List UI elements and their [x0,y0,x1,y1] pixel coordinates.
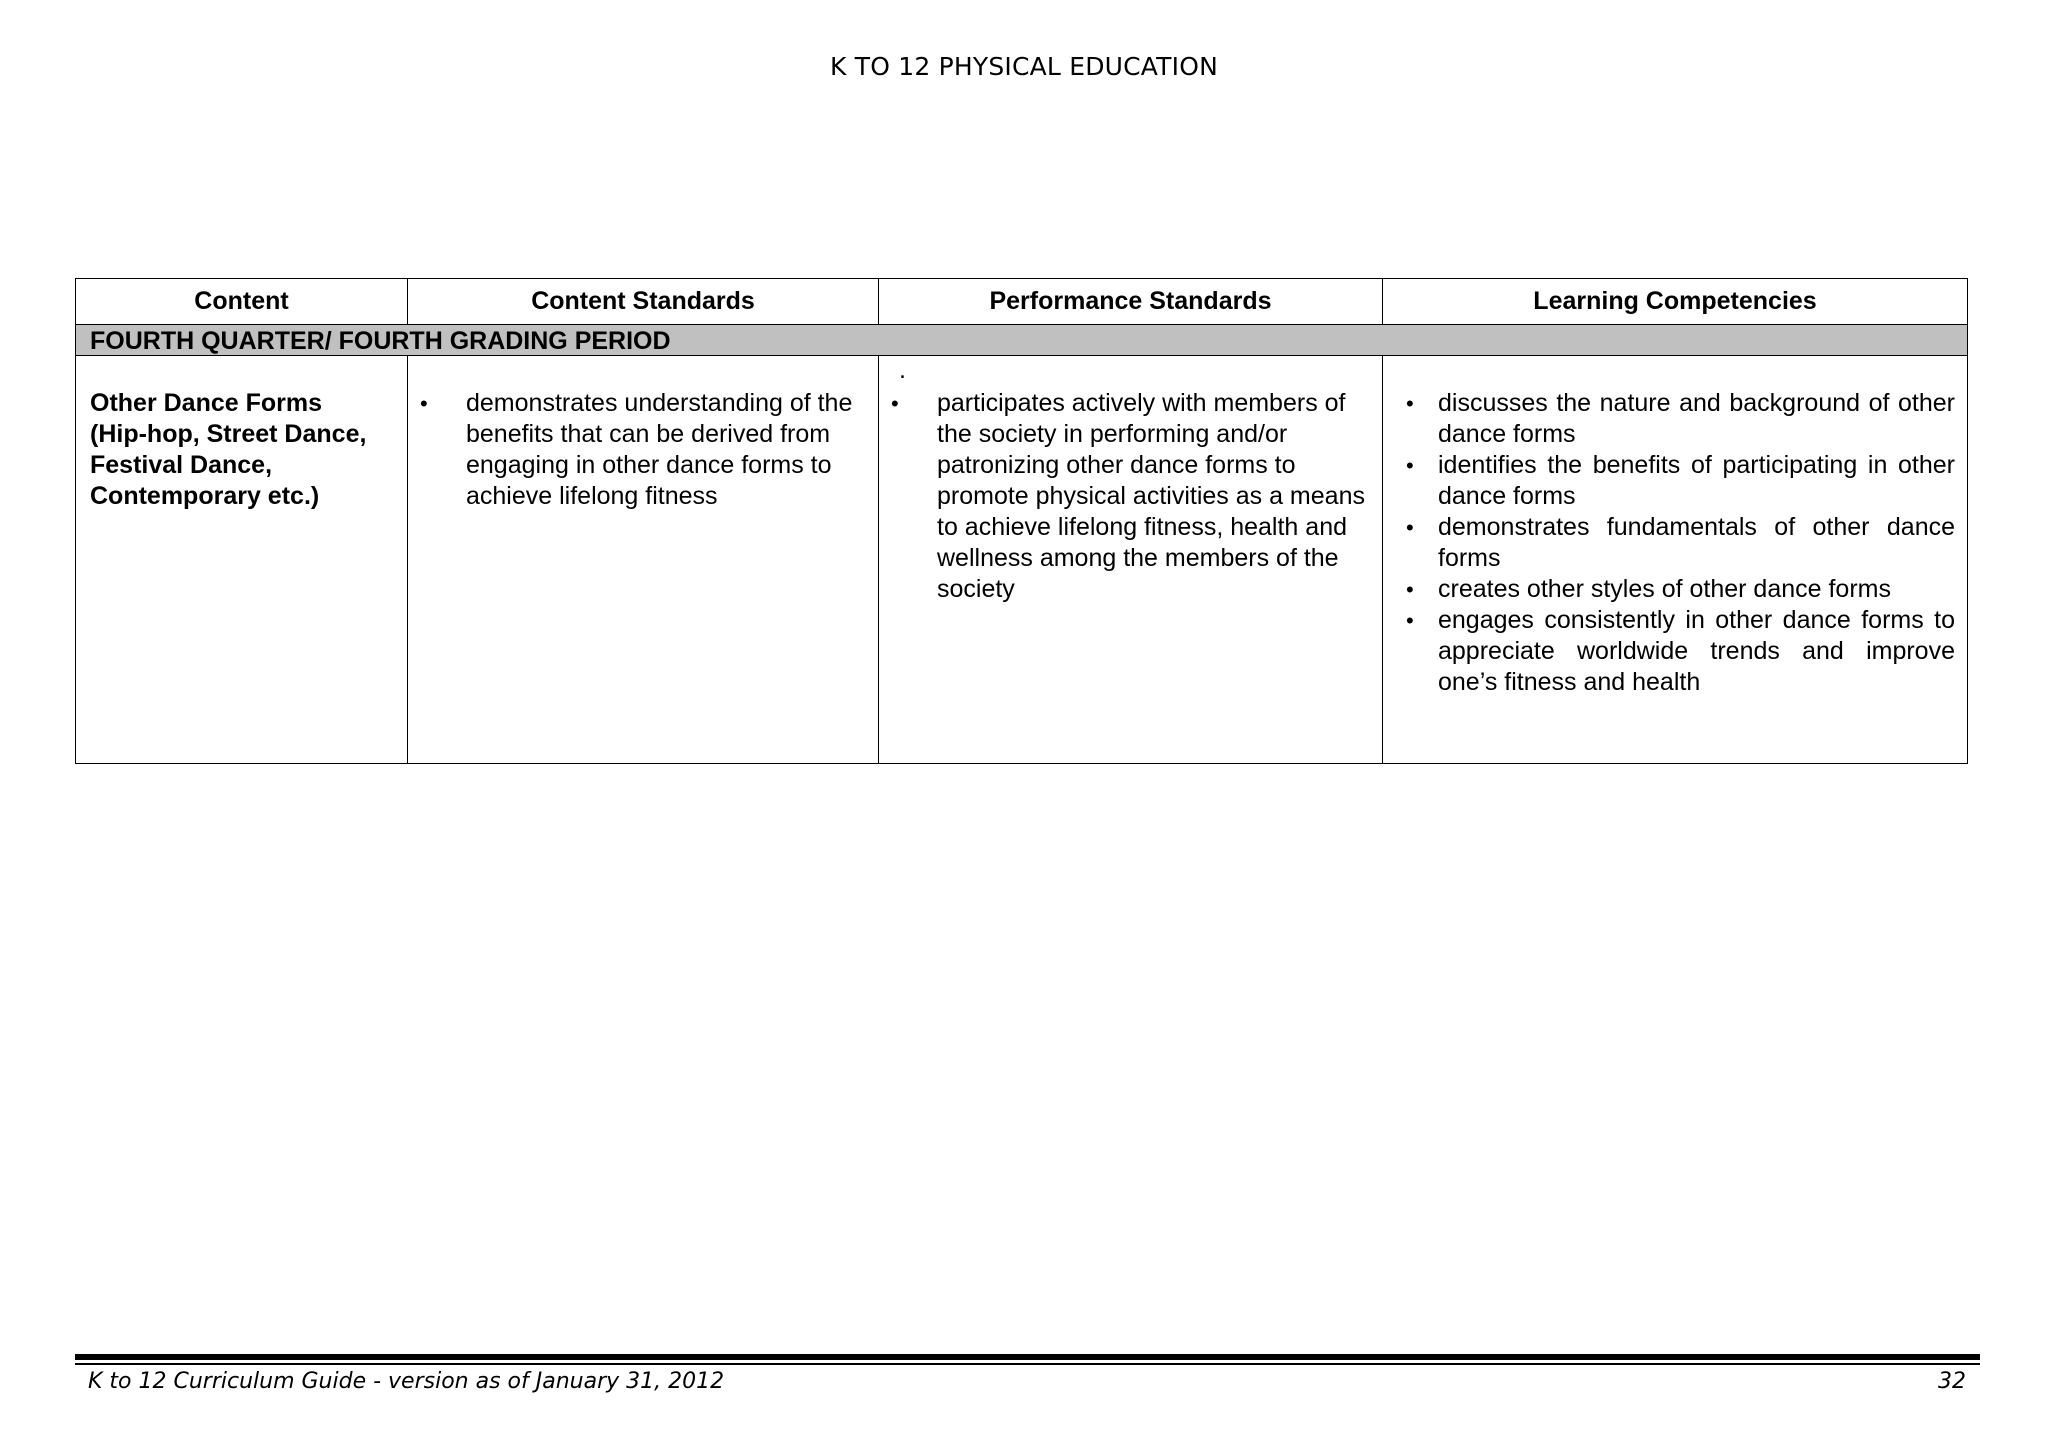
list-item [1393,388,1955,450]
bullet-icon: • [1406,608,1414,633]
bullet-icon: • [1406,391,1414,416]
column-header-performance-standards: Performance Standards [879,279,1383,325]
learning-competencies-cell [1383,356,1968,764]
footer-version-text: K to 12 Curriculum Guide - version as of January 31, 2012 [88,1369,725,1394]
bullet-icon: • [1406,453,1414,478]
list-item-text: demonstrates fundamentals of other dance forms [1438,513,1955,572]
performance-standards-list [887,388,1372,605]
curriculum-table [75,278,1968,764]
list-item-text: creates other styles of other dance forms [1438,575,1891,603]
list-item-text: participates actively with members of the society in performing and/or patronizing other dance forms to promote physical activities as a means to achieve lifelong fitness, health and wellness among the members of the society [937,389,1365,603]
content-line: Other Dance Forms [90,389,323,417]
content-line: Contemporary etc.) [90,482,320,510]
list-item [1393,512,1955,574]
content-standards-list [416,388,868,512]
list-item-text: demonstrates understanding of the benefits that can be derived from engaging in other dance forms to achieve lifelong fitness [466,389,853,510]
learning-competencies-list [1393,388,1955,698]
table-row [76,356,1968,764]
list-item [1393,574,1955,605]
footer-divider-thin [75,1363,1980,1365]
list-item [887,388,1372,605]
list-item [416,388,868,512]
column-header-learning-competencies: Learning Competencies [1383,279,1968,325]
footer-divider [75,1354,1980,1360]
content-line: Festival Dance, [90,451,273,479]
page-header-title: K TO 12 PHYSICAL EDUCATION [829,52,1218,81]
content-standards-cell [408,356,879,764]
performance-standards-cell [879,356,1383,764]
bullet-icon: • [891,391,899,416]
content-cell [76,356,408,764]
quarter-label: FOURTH QUARTER/ FOURTH GRADING PERIOD [76,325,1968,356]
table-header-row [76,279,1968,325]
bullet-icon: • [1406,577,1414,602]
quarter-row [76,325,1968,356]
bullet-icon: • [1406,515,1414,540]
list-item-text: identifies the benefits of participating in other dance forms [1438,451,1955,510]
stray-dot-mark: . [899,356,906,384]
list-item-text: engages consistently in other dance forms to appreciate worldwide trends and improve one’s fitness and health [1438,606,1955,696]
list-item-text: discusses the nature and background of other dance forms [1438,389,1955,448]
column-header-content: Content [76,279,408,325]
bullet-icon: • [420,391,428,416]
list-item [1393,450,1955,512]
column-header-content-standards: Content Standards [408,279,879,325]
content-line: (Hip-hop, Street Dance, [90,420,367,448]
page-number: 32 [1938,1369,1966,1394]
list-item [1393,605,1955,698]
